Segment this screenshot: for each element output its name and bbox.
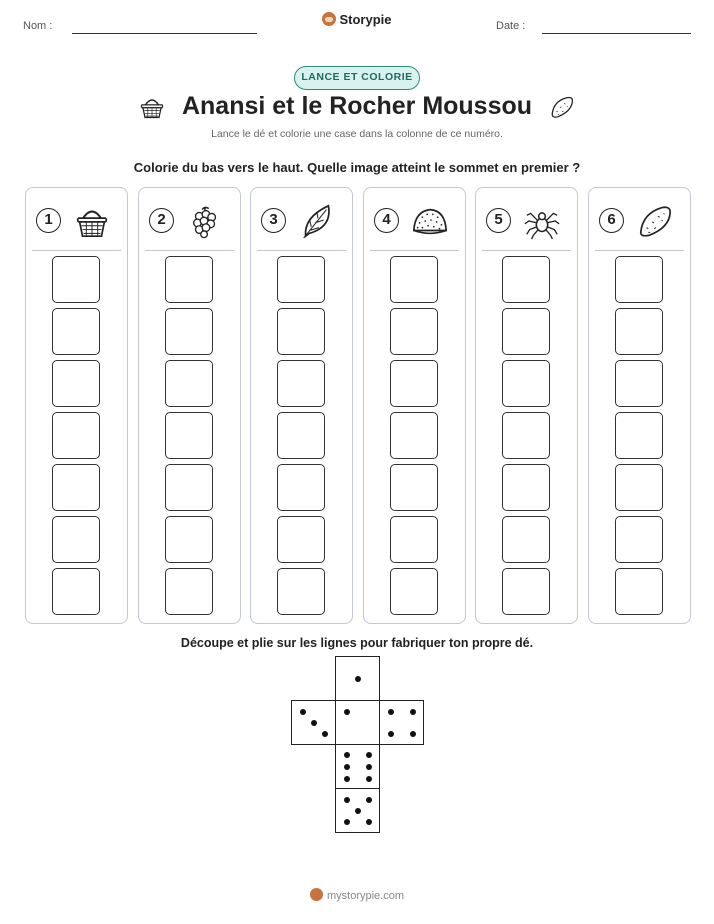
pip: [366, 776, 372, 782]
color-cell[interactable]: [277, 516, 325, 563]
color-cell[interactable]: [52, 256, 100, 303]
pip: [366, 797, 372, 803]
pip: [344, 709, 350, 715]
color-cell[interactable]: [165, 308, 213, 355]
column-number: 3: [261, 208, 286, 233]
pip: [366, 752, 372, 758]
activity-badge: LANCE ET COLORIE: [294, 66, 420, 90]
pip: [366, 819, 372, 825]
storypie-logo-icon: [310, 888, 323, 901]
color-cell[interactable]: [277, 412, 325, 459]
subtitle: Lance le dé et colorie une case dans la colonne de ce numéro.: [211, 128, 503, 140]
name-line[interactable]: [72, 33, 257, 34]
color-cell[interactable]: [52, 360, 100, 407]
name-label: Nom :: [23, 20, 53, 32]
color-cell[interactable]: [502, 256, 550, 303]
color-cell[interactable]: [615, 360, 663, 407]
color-cell[interactable]: [165, 464, 213, 511]
color-cell[interactable]: [52, 412, 100, 459]
page-title: Anansi et le Rocher Moussou: [181, 92, 533, 120]
color-cell[interactable]: [390, 464, 438, 511]
pip: [388, 731, 394, 737]
color-cell[interactable]: [390, 568, 438, 615]
color-cell[interactable]: [615, 516, 663, 563]
column-4: [363, 187, 466, 624]
brand-name: Storypie: [339, 12, 392, 27]
pip: [344, 776, 350, 782]
date-label: Date :: [496, 20, 526, 32]
color-cell[interactable]: [52, 568, 100, 615]
die-face-top: [335, 656, 380, 701]
column-number: 1: [36, 208, 61, 233]
pip: [410, 709, 416, 715]
pip: [300, 709, 306, 715]
yam-icon: [636, 202, 674, 240]
pip: [322, 731, 328, 737]
pip: [410, 731, 416, 737]
color-cell[interactable]: [277, 256, 325, 303]
color-cell[interactable]: [165, 412, 213, 459]
mossy-rock-icon: [411, 202, 449, 240]
color-cell[interactable]: [390, 256, 438, 303]
color-cell[interactable]: [390, 308, 438, 355]
pip: [311, 720, 317, 726]
pip: [355, 676, 361, 682]
column-2: [138, 187, 241, 624]
column-1: [25, 187, 128, 624]
column-number: 6: [599, 208, 624, 233]
die-face-left: [291, 700, 336, 745]
color-cell[interactable]: [165, 360, 213, 407]
pip: [344, 752, 350, 758]
basket-icon: [73, 202, 111, 240]
color-cell[interactable]: [615, 412, 663, 459]
die-face-lower: [335, 744, 380, 789]
footer: [0, 888, 714, 902]
color-cell[interactable]: [502, 308, 550, 355]
raspberry-icon: [186, 202, 224, 240]
column-6: [588, 187, 691, 624]
color-cell[interactable]: [502, 464, 550, 511]
color-cell[interactable]: [277, 568, 325, 615]
color-cell[interactable]: [615, 568, 663, 615]
pip: [366, 764, 372, 770]
instruction-text: Colorie du bas vers le haut. Quelle image atteint le sommet en premier ?: [133, 160, 581, 175]
color-cell[interactable]: [277, 360, 325, 407]
column-number: 4: [374, 208, 399, 233]
color-cell[interactable]: [277, 308, 325, 355]
color-cell[interactable]: [502, 568, 550, 615]
cut-instruction: Découpe et plie sur les lignes pour fabriquer ton propre dé.: [180, 636, 534, 650]
color-cell[interactable]: [52, 308, 100, 355]
pip: [344, 797, 350, 803]
color-cell[interactable]: [615, 308, 663, 355]
pip: [344, 819, 350, 825]
column-number: 5: [486, 208, 511, 233]
color-cell[interactable]: [165, 568, 213, 615]
die-face-center: [335, 700, 380, 745]
color-cell[interactable]: [390, 516, 438, 563]
color-cell[interactable]: [165, 516, 213, 563]
color-cell[interactable]: [165, 256, 213, 303]
date-line[interactable]: [542, 33, 691, 34]
pip: [388, 709, 394, 715]
storypie-logo-icon: [322, 12, 336, 26]
pip: [344, 764, 350, 770]
brand-logo: [0, 12, 714, 27]
color-cell[interactable]: [52, 464, 100, 511]
color-cell[interactable]: [502, 412, 550, 459]
color-cell[interactable]: [390, 360, 438, 407]
color-cell[interactable]: [615, 464, 663, 511]
color-cell[interactable]: [390, 412, 438, 459]
color-cell[interactable]: [277, 464, 325, 511]
footer-url[interactable]: mystorypie.com: [326, 890, 405, 902]
color-cell[interactable]: [615, 256, 663, 303]
die-face-bottom: [335, 788, 380, 833]
pip: [355, 808, 361, 814]
leaf-icon: [298, 202, 336, 240]
spider-icon: [523, 202, 561, 240]
die-face-right: [379, 700, 424, 745]
color-cell[interactable]: [52, 516, 100, 563]
color-cell[interactable]: [502, 516, 550, 563]
column-3: [250, 187, 353, 624]
column-number: 2: [149, 208, 174, 233]
yam-icon: [548, 93, 576, 121]
column-5: [475, 187, 578, 624]
color-cell[interactable]: [502, 360, 550, 407]
